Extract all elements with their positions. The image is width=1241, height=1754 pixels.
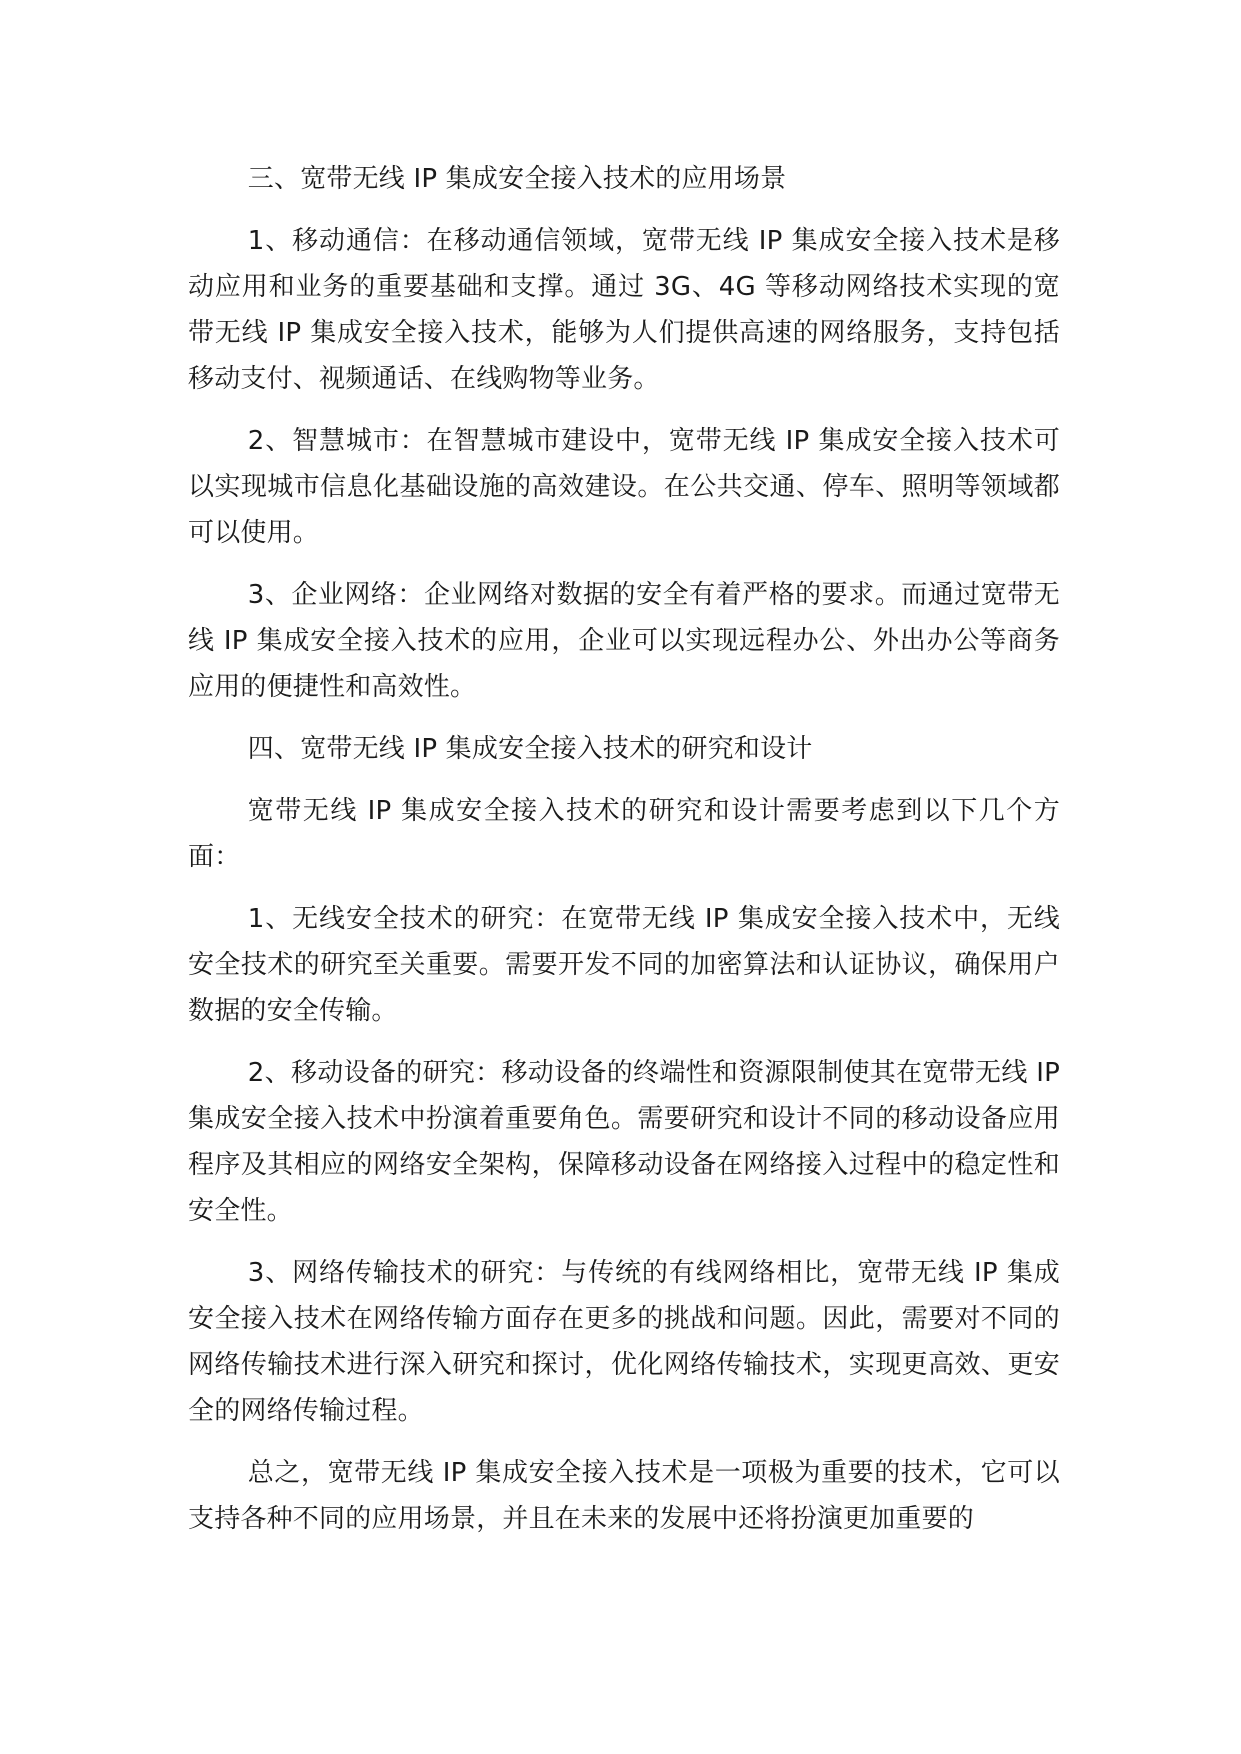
paragraph-mobile-devices: 2、移动设备的研究：移动设备的终端性和资源限制使其在宽带无线 IP 集成安全接入技术中扮演着重要角色。需要研究和设计不同的移动设备应用程序及其相应的网络安全架构，保障移动设备在网络接入过程中的稳定性和安全性。: [188, 1058, 1060, 1226]
paragraph-enterprise-network: 3、企业网络：企业网络对数据的安全有着严格的要求。而通过宽带无线 IP 集成安全接入技术的应用，企业可以实现远程办公、外出办公等商务应用的便捷性和高效性。: [188, 580, 1060, 702]
paragraph-conclusion: 总之，宽带无线 IP 集成安全接入技术是一项极为重要的技术，它可以支持各种不同的应用场景，并且在未来的发展中还将扮演更加重要的: [188, 1458, 1060, 1534]
document-body: [188, 156, 1060, 1558]
section-heading-research-design: 四、宽带无线 IP 集成安全接入技术的研究和设计: [247, 734, 813, 764]
paragraph-wireless-security: 1、无线安全技术的研究：在宽带无线 IP 集成安全接入技术中，无线安全技术的研究至关重要。需要开发不同的加密算法和认证协议，确保用户数据的安全传输。: [188, 904, 1060, 1026]
paragraph-smart-city: 2、智慧城市：在智慧城市建设中，宽带无线 IP 集成安全接入技术可以实现城市信息化基础设施的高效建设。在公共交通、停车、照明等领域都可以使用。: [188, 426, 1060, 548]
paragraph-mobile-communication: 1、移动通信：在移动通信领域，宽带无线 IP 集成安全接入技术是移动应用和业务的重要基础和支撑。通过 3G、4G 等移动网络技术实现的宽带无线 IP 集成安全接入技术，能够为人们提供高速的网络服务，支持包括移动支付、视频通话、在线购物等业务。: [188, 226, 1060, 394]
section-heading-applications: 三、宽带无线 IP 集成安全接入技术的应用场景: [247, 164, 787, 194]
paragraph-research-intro: 宽带无线 IP 集成安全接入技术的研究和设计需要考虑到以下几个方面：: [188, 796, 1060, 872]
paragraph-network-transmission: 3、网络传输技术的研究：与传统的有线网络相比，宽带无线 IP 集成安全接入技术在网络传输方面存在更多的挑战和问题。因此，需要对不同的网络传输技术进行深入研究和探讨，优化网络传输技术，实现更高效、更安全的网络传输过程。: [188, 1258, 1060, 1426]
